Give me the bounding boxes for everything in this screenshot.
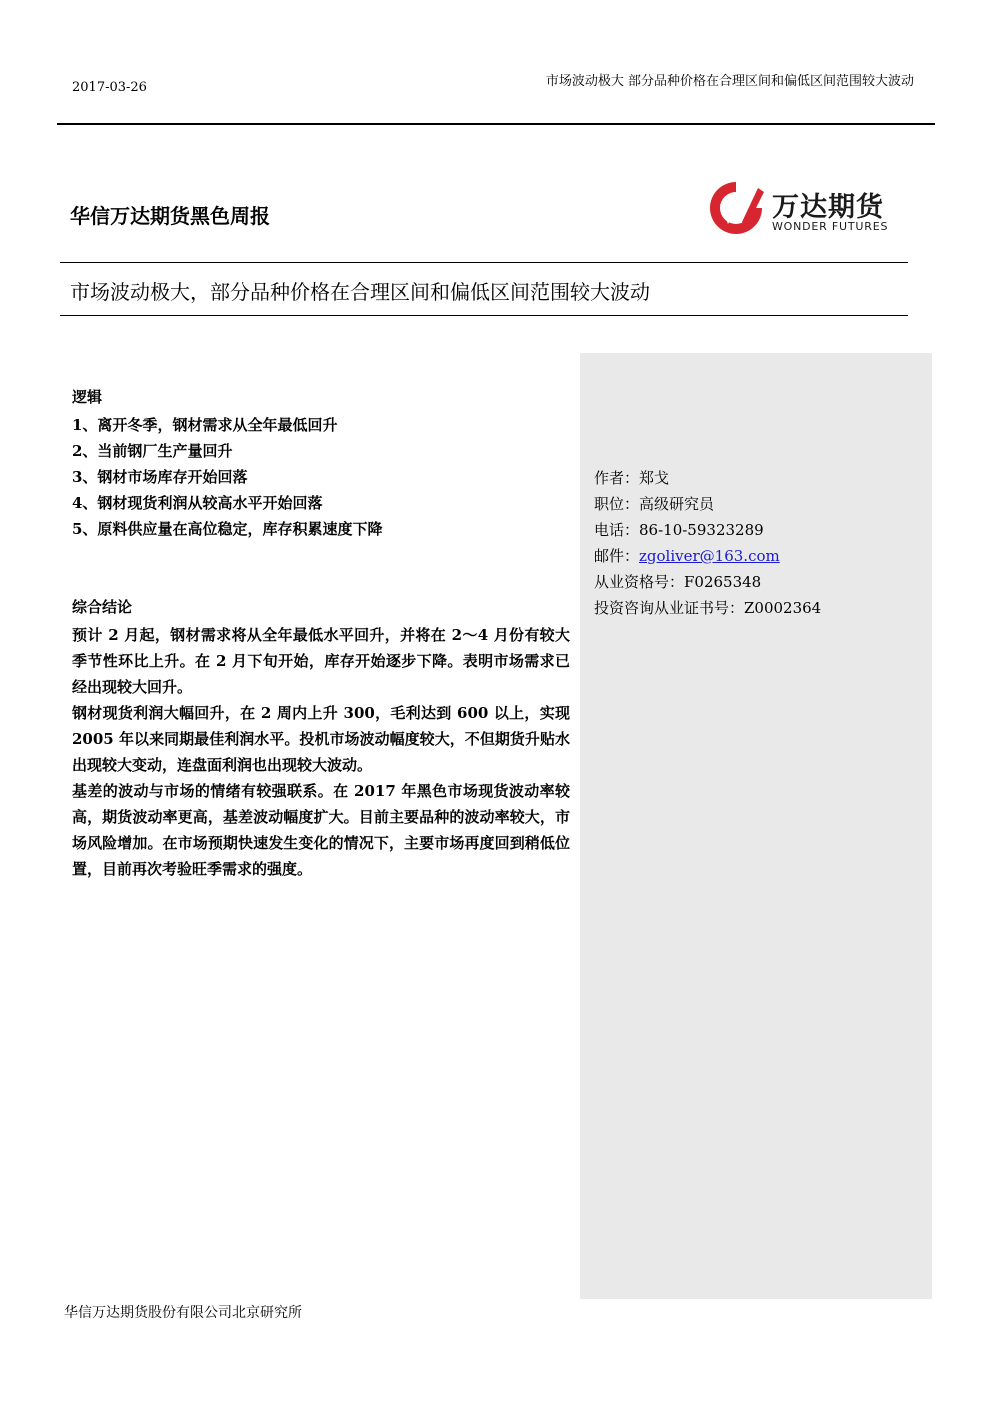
logo-name-en: WONDER FUTURES (772, 220, 889, 233)
conclusion-heading: 综合结论 (72, 598, 133, 616)
author-info (594, 465, 821, 621)
logic-item: 4、钢材现货利润从较高水平开始回落 (72, 494, 323, 512)
logo-name-cn: 万达期货 (772, 192, 884, 223)
logic-list (72, 412, 382, 542)
author-license: 从业资格号：F0265348 (594, 573, 762, 591)
author-consult-license: 投资咨询从业证书号：Z0002364 (594, 599, 822, 617)
report-date: 2017-03-26 (72, 80, 147, 95)
conclusion-body (72, 622, 570, 882)
logic-item: 5、原料供应量在高位稳定，库存积累速度下降 (72, 520, 383, 538)
conclusion-paragraph: 基差的波动与市场的情绪有较强联系。在 2017 年黑色市场现货波动率较高，期货波动率更高，基差波动幅度扩大。目前主要品种的波动率较大，市场风险增加。在市场预期快速发生变化的情况下，主要市场再度回到稍低位置，目前再次考验旺季需求的强度。 (72, 782, 570, 878)
header-divider (57, 123, 935, 125)
author-email-link[interactable]: zgoliver@163.com (639, 547, 780, 565)
conclusion-paragraph: 预计 2 月起，钢材需求将从全年最低水平回升，并将在 2～4 月份有较大季节性环比上升。在 2 月下旬开始，库存开始逐步下降。表明市场需求已经出现较大回升。 (72, 626, 570, 696)
author-email-label: 邮件： (594, 547, 640, 565)
running-title: 市场波动极大 部分品种价格在合理区间和偏低区间范围较大波动 (545, 74, 914, 89)
conclusion-paragraph: 钢材现货利润大幅回升，在 2 周内上升 300，毛利达到 600 以上，实现 2005 年以来同期最佳利润水平。投机市场波动幅度较大，不但期货升贴水出现较大变动，连盘面利润也出现较大波动。 (72, 704, 570, 774)
wonder-futures-logo-icon (706, 178, 766, 238)
headline-bottom-rule (60, 315, 908, 316)
logic-item: 3、钢材市场库存开始回落 (72, 468, 248, 486)
author-email-row (594, 543, 821, 569)
logic-item: 1、离开冬季，钢材需求从全年最低回升 (72, 416, 338, 434)
author-title: 职位：高级研究员 (594, 495, 715, 513)
author-phone: 电话：86-10-59323289 (594, 521, 764, 539)
footer-institution: 华信万达期货股份有限公司北京研究所 (64, 1305, 302, 1321)
logic-item: 2、当前钢厂生产量回升 (72, 442, 233, 460)
author-name: 作者：郑戈 (594, 469, 670, 487)
report-headline: 市场波动极大，部分品种价格在合理区间和偏低区间范围较大波动 (70, 280, 650, 304)
report-name: 华信万达期货黑色周报 (70, 204, 270, 228)
logic-heading: 逻辑 (72, 388, 103, 406)
headline-top-rule (60, 262, 908, 263)
